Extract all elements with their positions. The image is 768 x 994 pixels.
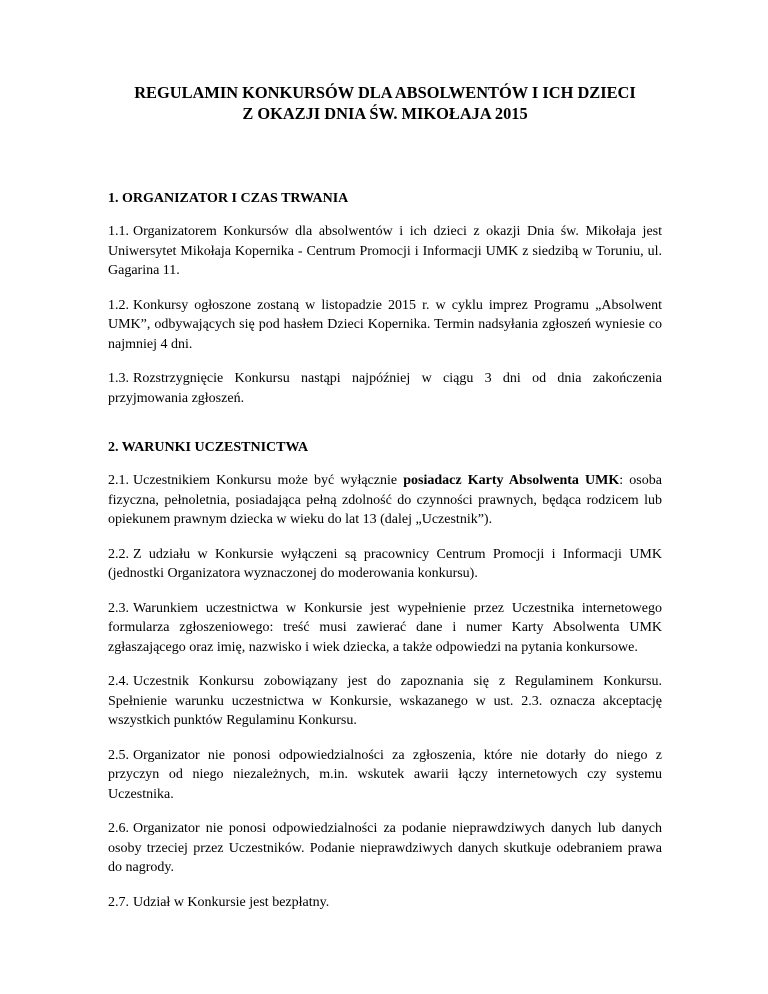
paragraph-text: Warunkiem uczestnictwa w Konkursie jest wypełnienie przez Uczestnika internetowego formularza zgłoszeniowego: treść musi zawierać dane i numer Karty Absolwenta UMK zgłaszającego oraz imię, nazwisko i wiek dziecka, a także odpowiedzi na pytania konkursowe.	[108, 600, 662, 655]
paragraph-text: Udział w Konkursie jest bezpłatny.	[133, 894, 330, 910]
paragraph-text: Konkursy ogłoszone zostaną w listopadzie 2015 r. w cyklu imprez Programu „Absolwent UMK”, odbywających się pod hasłem Dzieci Kopernika. Termin nadsyłania zgłoszeń wyniesie co najmniej 4 dni.	[108, 297, 662, 352]
paragraph-number: 1.2.	[108, 297, 129, 313]
paragraph-2-6	[108, 819, 662, 878]
paragraph-2-5	[108, 746, 662, 805]
paragraph-number: 2.3.	[108, 600, 129, 616]
paragraph-number: 2.7.	[108, 894, 129, 910]
paragraph-number: 2.2.	[108, 546, 129, 562]
paragraph-bold-text: posiadacz Karty Absolwenta UMK	[403, 473, 620, 488]
title-line-2: Z OKAZJI DNIA ŚW. MIKOŁAJA 2015	[242, 104, 528, 123]
paragraph-1-3	[108, 369, 662, 408]
section-heading: 2. WARUNKI UCZESTNICTWA	[108, 440, 309, 455]
paragraph-number: 2.5.	[108, 747, 129, 763]
paragraph-text: Uczestnik Konkursu zobowiązany jest do zapoznania się z Regulaminem Konkursu. Spełnienie warunku uczestnictwa w Konkursie, wskazanego w ust. 2.3. oznacza akceptację wszystkich punktów Regulaminu Konkursu.	[108, 674, 662, 728]
title-line-1: REGULAMIN KONKURSÓW DLA ABSOLWENTÓW I ICH DZIECI	[134, 83, 636, 102]
paragraph-text: Organizator nie ponosi odpowiedzialności za zgłoszenia, które nie dotarły do niego z przyczyn od niego niezależnych, m.in. wskutek awarii łączy internetowych czy systemu Uczestnika.	[108, 747, 662, 802]
paragraph-number: 2.1.	[108, 473, 129, 488]
paragraph-number: 1.1.	[108, 224, 129, 239]
paragraph-2-7	[108, 893, 662, 913]
paragraph-number: 2.6.	[108, 821, 129, 836]
section-heading: 1. ORGANIZATOR I CZAS TRWANIA	[108, 191, 349, 206]
paragraph-number: 2.4.	[108, 674, 129, 689]
paragraph-text: Z udziału w Konkursie wyłączeni są pracownicy Centrum Promocji i Informacji UMK (jednostki Organizatora wyznaczonej do moderowania konkursu).	[108, 546, 662, 581]
section-participation	[108, 438, 662, 912]
paragraph-text: Rozstrzygnięcie Konkursu nastąpi najpóźniej w ciągu 3 dni od dnia zakończenia przyjmowania zgłoszeń.	[108, 371, 662, 406]
paragraph-text: Organizator nie ponosi odpowiedzialności za podanie nieprawdziwych danych lub danych osoby trzeciej przez Uczestników. Podanie nieprawdziwych danych skutkuje odebraniem prawa do nagrody.	[108, 821, 662, 875]
paragraph-text: : osoba fizyczna, pełnoletnia, posiadająca pełną zdolność do czynności prawnych, będąca rodzicem lub opiekunem prawnym dziecka w wieku do lat 13 (dalej „Uczestnik”).	[108, 473, 662, 527]
paragraph-text: Uczestnikiem Konkursu może być wyłącznie	[133, 473, 398, 488]
paragraph-text: Organizatorem Konkursów dla absolwentów i ich dzieci z okazji Dnia św. Mikołaja jest Uniwersytet Mikołaja Kopernika - Centrum Promocji i Informacji UMK z siedzibą w Toruniu, ul. Gagarina 11.	[108, 224, 662, 278]
paragraph-2-3	[108, 599, 662, 658]
document-title	[108, 82, 662, 124]
paragraph-1-2	[108, 296, 662, 355]
paragraph-1-1	[108, 222, 662, 281]
paragraph-2-1	[108, 471, 662, 530]
paragraph-2-4	[108, 672, 662, 731]
section-organizer	[108, 189, 662, 408]
section-spacer	[108, 423, 662, 438]
paragraph-number: 1.3.	[108, 371, 129, 386]
paragraph-2-2	[108, 545, 662, 584]
